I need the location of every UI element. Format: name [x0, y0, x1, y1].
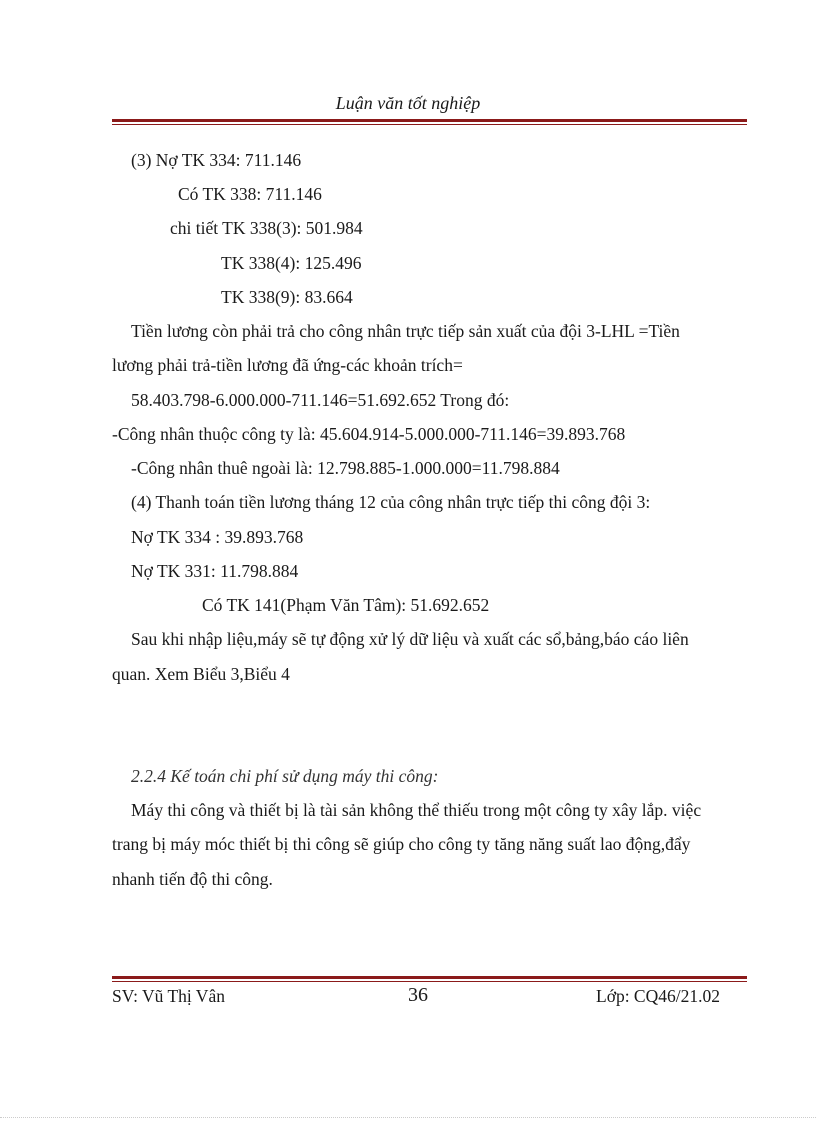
- entry-4-debit-334-line: Nợ TK 334 : 39.893.768: [131, 527, 304, 547]
- company-workers-line: -Công nhân thuộc công ty là: 45.604.914-5.000.000-711.146=39.893.768: [112, 424, 626, 444]
- entry-3-detail-line-3: TK 338(9): 83.664: [221, 287, 353, 307]
- paragraph-line: Sau khi nhập liệu,máy sẽ tự động xử lý dữ liệu và xuất các sổ,bảng,báo cáo liên: [131, 629, 689, 649]
- footer-class: Lớp: CQ46/21.02: [596, 986, 720, 1006]
- entry-4-debit-331-line: Nợ TK 331: 11.798.884: [131, 561, 299, 581]
- paragraph-line: quan. Xem Biểu 3,Biểu 4: [112, 664, 290, 684]
- entry-4-credit-line: Có TK 141(Phạm Văn Tâm): 51.692.652: [202, 595, 490, 615]
- section-paragraph-line: trang bị máy móc thiết bị thi công sẽ giúp cho công ty tăng năng suất lao động,đẩy: [112, 834, 691, 854]
- calculation-line: 58.403.798-6.000.000-711.146=51.692.652 Trong đó:: [131, 390, 510, 410]
- section-heading: 2.2.4 Kế toán chi phí sử dụng máy thi công:: [131, 766, 439, 786]
- entry-3-detail-line-1: chi tiết TK 338(3): 501.984: [170, 218, 363, 238]
- footer-page-number: 36: [408, 984, 428, 1006]
- paragraph-line: Tiền lương còn phải trả cho công nhân trực tiếp sản xuất của đội 3-LHL =Tiền: [131, 321, 680, 341]
- footer-student-name: SV: Vũ Thị Vân: [112, 986, 225, 1006]
- entry-3-debit-line: (3) Nợ TK 334: 711.146: [131, 150, 302, 170]
- hired-workers-line: -Công nhân thuê ngoài là: 12.798.885-1.000.000=11.798.884: [131, 458, 560, 478]
- paragraph-line: lương phải trả-tiền lương đã ứng-các khoản trích=: [112, 355, 463, 375]
- header-rule: [112, 119, 747, 125]
- entry-3-credit-line: Có TK 338: 711.146: [178, 184, 322, 204]
- page-header-title: Luận văn tốt nghiệp: [335, 93, 481, 113]
- entry-4-title-line: (4) Thanh toán tiền lương tháng 12 của công nhân trực tiếp thi công đội 3:: [131, 492, 651, 512]
- entry-3-detail-line-2: TK 338(4): 125.496: [221, 253, 362, 273]
- section-paragraph-line: nhanh tiến độ thi công.: [112, 869, 273, 889]
- footer-rule: [112, 976, 747, 982]
- section-paragraph-line: Máy thi công và thiết bị là tài sản không thể thiếu trong một công ty xây lắp. việc: [131, 800, 702, 820]
- page-bottom-border: [0, 1117, 816, 1118]
